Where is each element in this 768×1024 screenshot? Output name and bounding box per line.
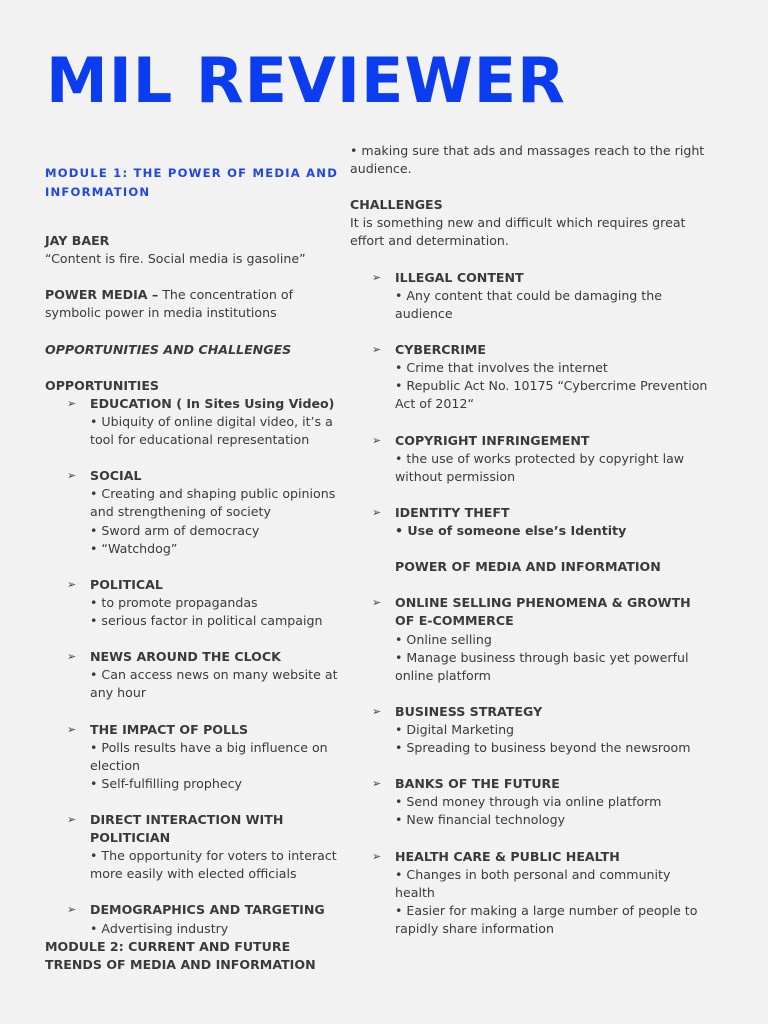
arrow-bullet-icon: ➢ <box>372 433 382 447</box>
power-media-definition <box>45 286 345 322</box>
list-item <box>45 467 345 557</box>
item-line: • Changes in both personal and community health <box>395 866 671 900</box>
item-line: • The opportunity for voters to interact more easily with elected officials <box>90 848 337 882</box>
item-head: IDENTITY THEFT <box>395 504 510 520</box>
module1-heading: MODULE 1: THE POWER OF MEDIA AND INFORMATION <box>45 166 339 199</box>
opp-challenges-heading: OPPORTUNITIES AND CHALLENGES <box>45 341 292 357</box>
arrow-bullet-icon: ➢ <box>372 270 382 284</box>
arrow-bullet-icon: ➢ <box>372 704 382 718</box>
list-item <box>350 504 710 540</box>
item-line: • Online selling <box>395 631 492 647</box>
opportunities-list <box>45 395 345 938</box>
list-item <box>45 395 345 449</box>
jay-baer-name: JAY BAER <box>45 233 110 248</box>
list-item <box>45 811 345 883</box>
item-head: SOCIAL <box>90 468 142 484</box>
arrow-bullet-icon: ➢ <box>372 849 382 863</box>
item-head: THE IMPACT OF POLLS <box>90 721 249 737</box>
item-head: COPYRIGHT INFRINGEMENT <box>395 432 590 448</box>
item-line: • the use of works protected by copyright law without permission <box>395 450 685 484</box>
power-media-text: The concentration of symbolic power in media institutions <box>45 287 294 321</box>
list-item <box>45 648 345 702</box>
item-head: ILLEGAL CONTENT <box>395 269 524 285</box>
item-line: • Self-fulfilling prophecy <box>90 775 242 791</box>
list-item <box>350 269 710 323</box>
item-line: • Digital Marketing <box>395 722 515 737</box>
arrow-bullet-icon: ➢ <box>67 813 77 826</box>
item-line: • Ubiquity of online digital video, it’s a tool for educational representation <box>90 413 333 448</box>
list-item <box>45 576 345 630</box>
item-line: • Polls results have a big influence on election <box>90 739 328 773</box>
item-line: • Crime that involves the internet <box>395 360 608 376</box>
item-line: • New financial technology <box>395 812 566 828</box>
power-media-label: POWER MEDIA – <box>45 287 159 303</box>
item-line: • Use of someone else’s Identity <box>395 522 627 538</box>
arrow-bullet-icon: ➢ <box>67 650 77 664</box>
item-line: • Easier for making a large number of people to rapidly share information <box>395 902 698 937</box>
item-head: DIRECT INTERACTION WITH POLITICIAN <box>90 812 284 846</box>
list-item <box>350 432 710 486</box>
jay-baer-quote: “Content is fire. Social media is gasoline” <box>45 251 306 267</box>
arrow-bullet-icon: ➢ <box>67 722 77 736</box>
item-line: • Spreading to business beyond the newsroom <box>395 740 691 756</box>
item-line: • Republic Act No. 10175 “Cybercrime Prevention Act of 2012“ <box>395 378 708 412</box>
item-line: • Any content that could be damaging the audience <box>395 287 662 321</box>
list-item <box>350 341 710 413</box>
list-item <box>350 594 710 684</box>
item-line: • Sword arm of democracy <box>90 522 260 538</box>
item-head: BANKS OF THE FUTURE <box>395 776 560 792</box>
list-item <box>350 703 710 757</box>
page-title: MIL REVIEWER <box>46 44 566 117</box>
item-line: • Manage business through basic yet powerful online platform <box>395 649 689 683</box>
arrow-bullet-icon: ➢ <box>67 396 77 410</box>
item-head: NEWS AROUND THE CLOCK <box>90 649 281 665</box>
item-line: • Send money through via online platform <box>395 794 662 810</box>
item-head: HEALTH CARE & PUBLIC HEALTH <box>395 848 620 864</box>
item-line: • to promote propagandas <box>90 594 258 610</box>
power-of-media-heading: POWER OF MEDIA AND INFORMATION <box>395 559 661 575</box>
item-head: POLITICAL <box>90 576 163 592</box>
item-line: • “Watchdog” <box>90 540 178 556</box>
arrow-bullet-icon: ➢ <box>372 777 382 791</box>
opportunities-heading: OPPORTUNITIES <box>45 377 159 393</box>
list-item <box>45 721 345 793</box>
arrow-bullet-icon: ➢ <box>372 596 382 610</box>
arrow-bullet-icon: ➢ <box>67 903 77 917</box>
list-item <box>45 901 345 937</box>
list-item <box>350 848 710 938</box>
item-head: EDUCATION ( In Sites Using Video) <box>90 395 335 411</box>
module2-heading: MODULE 2: CURRENT AND FUTURE TRENDS OF MEDIA AND INFORMATION <box>45 938 316 972</box>
item-line: • Can access news on many website at any hour <box>90 667 338 701</box>
challenges-list <box>350 269 710 540</box>
list-item <box>350 775 710 829</box>
challenges-heading: CHALLENGES <box>350 197 443 213</box>
item-head: DEMOGRAPHICS AND TARGETING <box>90 902 325 918</box>
item-head: CYBERCRIME <box>395 342 487 358</box>
item-line: • Creating and shaping public opinions and strengthening of society <box>90 486 336 520</box>
arrow-bullet-icon: ➢ <box>372 505 382 519</box>
right-column <box>350 142 710 938</box>
arrow-bullet-icon: ➢ <box>372 343 382 357</box>
item-head: BUSINESS STRATEGY <box>395 703 543 719</box>
intro-line: • making sure that ads and massages reach to the right audience. <box>350 143 705 177</box>
challenges-text: It is something new and difficult which requires great effort and determination. <box>350 215 686 249</box>
power-list <box>350 594 710 938</box>
left-column <box>45 142 345 974</box>
item-head: ONLINE SELLING PHENOMENA & GROWTH OF E-COMMERCE <box>395 595 691 629</box>
arrow-bullet-icon: ➢ <box>67 577 77 591</box>
item-line: • Advertising industry <box>90 920 229 936</box>
arrow-bullet-icon: ➢ <box>67 469 77 483</box>
item-line: • serious factor in political campaign <box>90 612 323 628</box>
